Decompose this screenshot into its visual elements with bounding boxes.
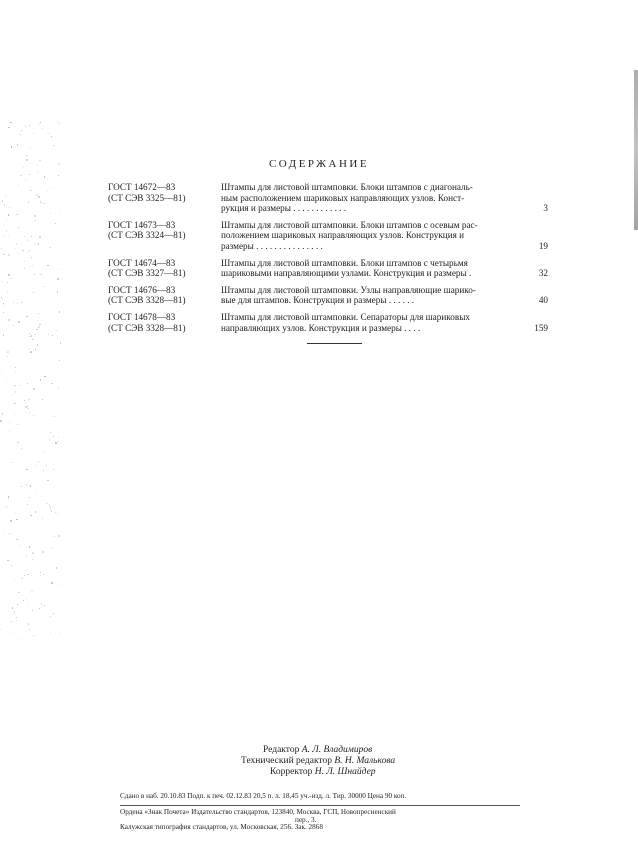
scan-speck (21, 448, 22, 449)
scan-speck (19, 545, 20, 546)
scan-speck (40, 379, 42, 381)
scan-speck (53, 613, 54, 614)
scan-speck (51, 383, 53, 385)
scan-speck (9, 207, 10, 208)
scan-speck (38, 326, 40, 328)
scan-speck (6, 356, 8, 358)
scan-speck (26, 484, 28, 486)
scan-speck (11, 278, 12, 279)
scan-speck (30, 515, 31, 516)
scan-speck (58, 441, 59, 442)
scan-speck (58, 535, 60, 537)
scan-speck (58, 585, 59, 586)
scan-speck (18, 592, 19, 593)
scan-speck (8, 214, 10, 216)
scan-speck (38, 313, 39, 314)
scan-speck (6, 378, 7, 379)
scan-speck (20, 134, 21, 135)
scan-speck (44, 176, 46, 178)
scan-speck (20, 175, 21, 176)
scan-speck (25, 180, 26, 181)
scan-speck (58, 388, 59, 389)
scan-speck (32, 265, 33, 266)
scan-speck (40, 575, 41, 576)
scan-speck (58, 437, 59, 438)
scan-speck (4, 204, 5, 205)
scan-speck (51, 582, 53, 584)
scan-speck (29, 497, 30, 498)
scan-speck (13, 302, 14, 303)
scan-speck (26, 556, 27, 557)
entry-description: Штампы для листовой штамповки. Блоки штампов с диагональ- ным расположением шариковых направляющих узлов. Конст- рукция и размеры . . . . . . . . . . . . (221, 182, 473, 214)
scan-speck (8, 274, 9, 275)
imprint-printer: Калужская типография стандартов, ул. Московская, 256. Зак. 2868 (120, 823, 323, 831)
scan-speck (50, 507, 51, 508)
scan-speck (15, 367, 16, 368)
scan-speck (10, 139, 11, 140)
scan-speck (57, 291, 58, 292)
standard-number: ГОСТ 14678—83 (СТ СЭВ 3328—81) (108, 311, 186, 333)
scan-speck (24, 575, 26, 577)
scan-speck (17, 442, 18, 443)
scan-speck (50, 632, 52, 634)
toc-entry (108, 258, 548, 279)
scan-speck (18, 227, 19, 228)
scan-speck (32, 559, 33, 560)
scan-speck (8, 236, 9, 237)
scan-speck (48, 480, 49, 481)
scan-speck (22, 250, 23, 251)
scan-speck (16, 620, 17, 621)
scan-speck (53, 145, 54, 146)
scan-edge-shadow (634, 70, 638, 230)
scan-speck (3, 312, 4, 313)
scan-speck (3, 334, 4, 335)
scan-speck (27, 569, 28, 570)
scan-speck (27, 408, 29, 410)
scan-speck (36, 488, 37, 489)
scan-speck (55, 223, 57, 225)
scan-speck (29, 412, 30, 413)
scan-speck (43, 470, 44, 471)
scan-speck (49, 439, 50, 440)
scan-speck (31, 335, 33, 337)
scan-speck (17, 424, 18, 425)
scan-speck (50, 213, 51, 214)
scan-speck (33, 292, 34, 293)
scan-speck (29, 250, 30, 251)
scan-speck (27, 504, 28, 505)
scan-speck (25, 126, 26, 127)
scan-speck (50, 616, 51, 617)
scan-speck (46, 503, 47, 504)
scan-speck (14, 414, 15, 415)
scan-speck (24, 268, 25, 269)
scan-speck (40, 202, 41, 203)
scan-speck (28, 623, 30, 625)
scan-speck (39, 608, 40, 609)
scan-speck (14, 613, 15, 614)
toc-entry (108, 312, 548, 333)
scan-speck (32, 339, 33, 340)
scan-speck (24, 261, 25, 262)
scan-speck (15, 371, 16, 372)
standard-number: ГОСТ 14674—83 (СТ СЭВ 3327—81) (108, 257, 186, 279)
scan-speck (21, 578, 23, 580)
toc-entry (108, 285, 548, 306)
scan-speck (58, 269, 59, 270)
scan-speck (48, 334, 49, 335)
scan-speck (24, 400, 25, 401)
scan-speck (31, 591, 33, 593)
scan-speck (1, 281, 2, 282)
scan-speck (50, 509, 51, 510)
scan-speck (42, 518, 43, 519)
scan-speck (8, 319, 10, 321)
scan-speck (59, 311, 61, 313)
scan-speck (54, 416, 55, 417)
scan-speck (40, 122, 41, 123)
imprint-print-data: Сдано в наб. 20.10.83 Подп. к печ. 02.12.83 20,5 п. л. 18,45 уч.-изд. л. Тир. 30000 Цена 90 коп. (120, 792, 407, 800)
scan-speck (11, 462, 12, 463)
scan-speck (37, 172, 38, 173)
scan-speck (59, 123, 60, 124)
scan-speck (25, 402, 26, 403)
scan-speck (3, 530, 5, 532)
scan-speck (42, 128, 43, 129)
scan-speck (2, 200, 3, 201)
imprint-rule (120, 805, 520, 806)
scan-speck (29, 546, 30, 547)
scan-speck (6, 230, 8, 232)
scan-speck (14, 403, 15, 404)
scan-speck (35, 511, 37, 513)
scan-speck (25, 406, 26, 407)
scan-speck (51, 136, 52, 137)
scan-speck (52, 335, 53, 336)
scan-speck (33, 388, 35, 390)
scan-speck (34, 215, 36, 217)
scan-speck (55, 512, 56, 513)
scan-speck (35, 464, 36, 465)
scan-speck (41, 603, 42, 604)
page-title: СОДЕРЖАНИЕ (268, 158, 370, 170)
scan-speck (53, 436, 54, 437)
scan-speck (36, 195, 37, 196)
scan-speck (51, 511, 52, 512)
scan-speck (15, 391, 16, 392)
scan-speck (7, 351, 9, 353)
scan-speck (14, 385, 16, 387)
scan-speck (47, 265, 48, 266)
scan-speck (28, 399, 29, 400)
scan-speck (24, 236, 25, 237)
scan-speck (16, 519, 18, 521)
scan-speck (56, 330, 58, 332)
scan-speck (38, 461, 39, 462)
scan-speck (9, 431, 10, 432)
scan-speck (10, 520, 12, 522)
scan-speck (47, 191, 48, 192)
scan-speck (21, 302, 22, 303)
scan-speck (39, 324, 41, 326)
scan-speck (53, 362, 54, 363)
scan-speck (4, 305, 5, 306)
scan-speck (7, 560, 9, 562)
scan-speck (48, 133, 49, 134)
entry-description: Штампы для листовой штамповки. Сепараторы для шариковых направляющих узлов. Конструкция и размеры . . . . (221, 311, 470, 333)
scan-speck (56, 567, 58, 569)
scan-speck (7, 282, 8, 283)
scan-speck (37, 194, 38, 195)
page-number: 3 (543, 203, 548, 214)
scan-speck (11, 621, 12, 622)
scan-speck (32, 552, 34, 554)
scan-speck (26, 316, 27, 317)
scan-speck (49, 247, 51, 249)
scan-speck (58, 175, 59, 176)
scan-speck (30, 190, 32, 192)
scan-speck (1, 297, 2, 298)
scan-speck (31, 236, 32, 237)
scan-speck (30, 351, 32, 353)
tech-editor-line: Технический редактор В. Н. Малькова (241, 756, 396, 766)
scan-speck (6, 506, 8, 508)
scan-speck (44, 605, 45, 606)
scan-speck (12, 394, 13, 395)
scan-speck (29, 629, 31, 631)
standard-number: ГОСТ 14676—83 (СТ СЭВ 3328—81) (108, 284, 186, 306)
scan-speck (57, 513, 58, 514)
scan-speck (41, 496, 43, 498)
scan-speck (35, 220, 37, 222)
scan-speck (38, 196, 40, 198)
imprint-address: пер., 3. (295, 816, 317, 824)
scan-speck (21, 486, 22, 487)
scan-speck (0, 420, 2, 422)
scan-speck (29, 461, 30, 462)
entry-description: Штампы для листовой штамповки. Узлы направляющие шарико- вые для штампов. Конструкция и размеры . . . . . . (221, 284, 476, 306)
scan-speck (10, 633, 11, 634)
scan-speck (20, 385, 21, 386)
scan-speck (23, 250, 24, 251)
scan-speck (28, 201, 29, 202)
scan-speck (57, 278, 59, 280)
scan-speck (37, 252, 38, 253)
imprint-publisher: Ордена «Знак Почета» Издательство стандартов, 123840, Москва, ГСП, Новопресненский (120, 807, 396, 816)
scan-speck (13, 325, 14, 326)
scan-speck (59, 360, 60, 361)
scan-speck (8, 499, 10, 501)
scan-speck (33, 635, 34, 636)
scan-speck (52, 416, 53, 417)
scan-speck (17, 144, 19, 146)
section-divider (307, 343, 362, 344)
scan-speck (44, 376, 46, 378)
imprint-block (120, 792, 520, 833)
scan-speck (33, 133, 34, 134)
scan-speck (33, 415, 34, 416)
scan-speck (30, 147, 31, 148)
scan-speck (55, 442, 57, 444)
scan-speck (26, 469, 28, 471)
scan-speck (14, 580, 15, 581)
scan-speck (27, 406, 28, 407)
scan-speck (39, 236, 41, 238)
scan-speck (11, 565, 12, 566)
scan-speck (38, 243, 40, 245)
scan-speck (5, 578, 6, 579)
scan-speck (7, 291, 8, 292)
standard-number: ГОСТ 14673—83 (СТ СЭВ 3324—81) (108, 219, 186, 241)
scan-speck (17, 303, 18, 304)
scan-speck (44, 203, 45, 204)
scan-speck (39, 124, 40, 125)
page-number: 19 (538, 240, 548, 251)
scan-speck (42, 399, 43, 400)
scan-speck (53, 299, 54, 300)
scan-speck (40, 274, 42, 276)
scan-speck (29, 125, 30, 126)
scan-speck (26, 599, 27, 600)
scan-speck (5, 177, 6, 178)
scan-speck (43, 452, 44, 453)
scan-speck (53, 187, 54, 188)
corrector-line: Корректор Н. Л. Шнайдер (270, 767, 376, 777)
page-number: 159 (534, 322, 548, 333)
scan-speck (2, 413, 3, 414)
scan-speck (31, 257, 33, 259)
scan-speck (29, 174, 30, 175)
scan-speck (18, 639, 19, 640)
scan-speck (54, 536, 55, 537)
scan-speck (49, 505, 51, 507)
page-number: 32 (538, 268, 548, 279)
scan-speck (8, 533, 10, 535)
scan-speck (29, 336, 30, 337)
scan-speck (16, 243, 18, 245)
scan-speck (23, 600, 25, 602)
scan-speck (30, 485, 32, 487)
scan-speck (35, 334, 36, 335)
scan-speck (0, 629, 1, 630)
scan-speck (10, 534, 11, 535)
scan-speck (59, 212, 60, 213)
scan-speck (60, 342, 62, 344)
scan-speck (52, 548, 53, 549)
scan-speck (9, 422, 10, 423)
scan-speck (28, 349, 29, 350)
toc-entry (108, 182, 548, 214)
scan-speck (8, 254, 9, 255)
scan-speck (37, 320, 38, 321)
scan-speck (27, 574, 28, 575)
scan-speck (4, 235, 5, 236)
scan-speck (34, 274, 36, 276)
scan-speck (57, 289, 58, 290)
scan-speck (16, 617, 17, 618)
scan-speck (5, 195, 6, 196)
toc-entry (108, 220, 548, 252)
scan-speck (17, 604, 18, 605)
scan-speck (35, 349, 36, 350)
standard-number: ГОСТ 14672—83 (СТ СЭВ 3325—81) (108, 182, 186, 203)
scan-speck (14, 248, 15, 249)
scan-speck (27, 383, 28, 384)
scan-speck (46, 465, 47, 466)
entry-description: Штампы для листовой штамповки. Блоки штампов с четырьмя шариковыми направляющими узлами. Конструкция и размеры . (221, 257, 472, 279)
scan-speck (8, 127, 10, 129)
page-number: 40 (538, 295, 548, 306)
scan-speck (16, 539, 18, 541)
scan-speck (15, 512, 16, 513)
scan-speck (18, 321, 20, 323)
scan-speck (12, 607, 13, 608)
scan-speck (3, 303, 4, 304)
scan-speck (44, 286, 45, 287)
scan-speck (16, 214, 18, 216)
scan-speck (28, 603, 29, 604)
scan-speck (50, 432, 51, 433)
scan-speck (28, 240, 29, 241)
scan-speck (1, 248, 2, 249)
scan-speck (7, 219, 8, 220)
scan-speck (37, 344, 38, 345)
scan-speck (21, 130, 22, 131)
scan-speck (59, 632, 60, 633)
scan-speck (26, 155, 27, 156)
scan-speck (11, 146, 13, 148)
scan-speck (32, 610, 33, 611)
scan-speck (10, 122, 12, 124)
scan-speck (14, 611, 15, 612)
scan-speck (42, 551, 44, 553)
scan-speck (36, 329, 38, 331)
scan-speck (0, 373, 1, 374)
scan-speck (40, 572, 41, 573)
table-of-contents (108, 182, 548, 339)
entry-description: Штампы для листовой штамповки. Блоки штампов с осевым рас- положением шариковых направляющих узлов. Конструкция и размеры . . . . . . . . . . . . . . . (221, 219, 478, 251)
scan-speck (2, 299, 3, 300)
scan-speck (3, 254, 4, 255)
scan-speck (57, 121, 58, 122)
scan-speck (43, 574, 44, 575)
scan-speck (8, 496, 9, 497)
scan-speck (18, 184, 19, 185)
scan-speck (53, 469, 54, 470)
editor-line: Редактор А. Л. Владимиров (263, 745, 373, 755)
